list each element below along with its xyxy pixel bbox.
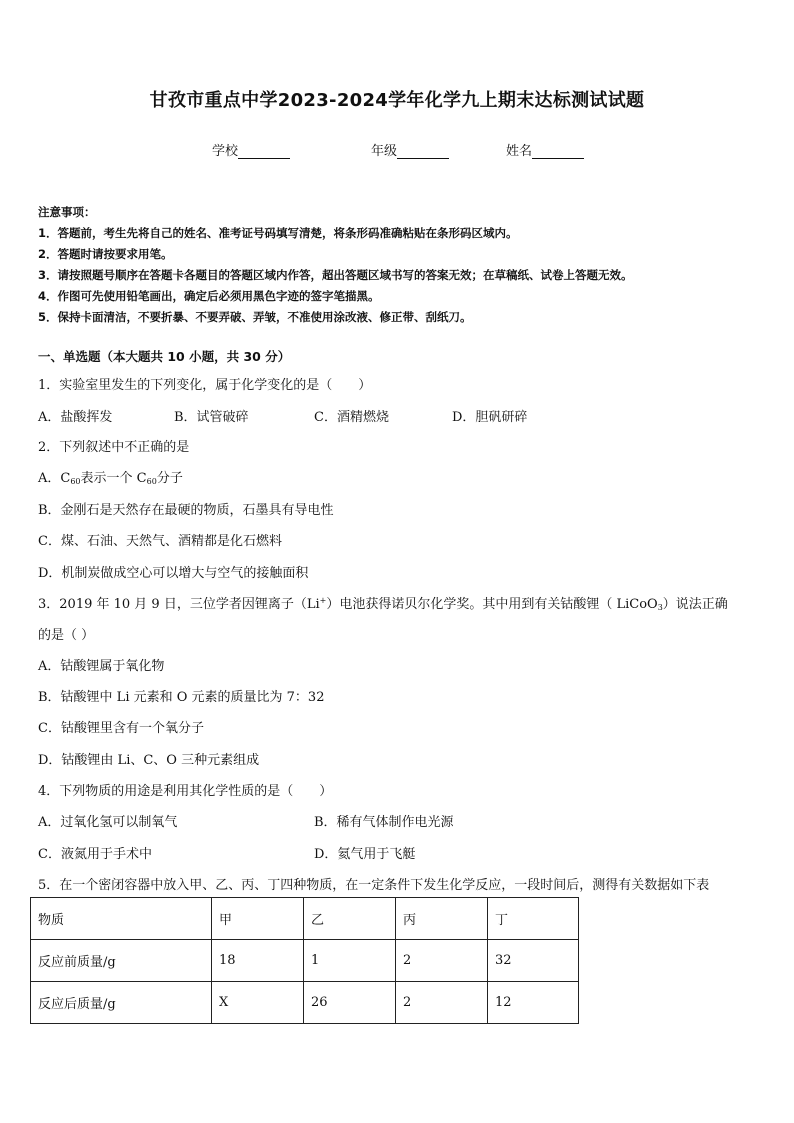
table-cell: X: [212, 982, 304, 1024]
school-label: 学校: [212, 144, 239, 159]
q4-stem: 4．下列物质的用途是利用其化学性质的是（ ）: [38, 784, 333, 799]
page-title: 甘孜市重点中学2023-2024学年化学九上期末达标测试试题: [149, 90, 645, 111]
notes-heading: 注意事项：: [38, 205, 96, 219]
notes-item: 5．保持卡面清洁，不要折暴、不要弄破、弄皱，不准使用涂改液、修正带、刮纸刀。: [38, 310, 472, 324]
section-heading: 一、单选题（本大题共 10 小题，共 30 分）: [38, 349, 291, 364]
q4-option-b: B．稀有气体制作电光源: [314, 815, 454, 830]
q3-stem-text: ）说法正确: [662, 597, 728, 612]
q3-stem-line2: 的是（ ）: [38, 628, 95, 643]
table-cell: 丙: [396, 898, 488, 940]
q3-stem-text: 3．2019 年 10 月 9 日，三位学者因锂离子（Li: [38, 597, 320, 612]
q1-option-d: D．胆矾研碎: [452, 410, 528, 425]
q5-stem: 5．在一个密闭容器中放入甲、乙、丙、丁四种物质，在一定条件下发生化学反应，一段时间后，测得有关数据如下表: [38, 878, 710, 893]
table-cell: 反应后质量/g: [31, 982, 212, 1024]
q1-option-a: A．盐酸挥发: [38, 410, 113, 425]
q2-a-text: A．C: [38, 471, 71, 486]
q3-option-b: B．钴酸锂中 Li 元素和 O 元素的质量比为 7：32: [38, 690, 325, 705]
q1-option-b: B．试管破碎: [174, 410, 249, 425]
q2-a-text: 表示一个 C: [80, 471, 147, 486]
q2-stem: 2．下列叙述中不正确的是: [38, 440, 190, 455]
name-field: [506, 140, 584, 159]
notes-item: 4．作图可先使用铅笔画出，确定后必须用黑色字迹的签字笔描黑。: [38, 289, 380, 303]
notes-block: [38, 202, 633, 328]
q3-option-c: C．钴酸锂里含有一个氧分子: [38, 721, 204, 736]
table-cell: 18: [212, 940, 304, 982]
table-cell: 丁: [488, 898, 579, 940]
q3-subscript: 3: [657, 603, 663, 612]
grade-field: [371, 140, 449, 159]
grade-blank: [397, 144, 449, 159]
notes-item: 2．答题时请按要求用笔。: [38, 247, 173, 261]
table-row: [31, 940, 579, 982]
school-blank: [238, 144, 290, 159]
q2-a-text: 分子: [156, 471, 183, 486]
q4-option-a: A．过氧化氢可以制氧气: [38, 815, 178, 830]
q4-option-c: C．液氮用于手术中: [38, 847, 152, 862]
q3-superscript: +: [319, 596, 327, 605]
table-cell: 2: [396, 982, 488, 1024]
q2-a-subscript: 60: [70, 477, 81, 486]
q3-stem-text: ）电池获得诺贝尔化学奖。其中用到有关钴酸锂（ LiCoO: [326, 597, 658, 612]
school-field: [212, 140, 290, 159]
table-cell: 乙: [304, 898, 396, 940]
q3-stem: [38, 593, 728, 612]
notes-item: 3．请按照题号顺序在答题卡各题目的答题区域内作答，超出答题区域书写的答案无效；在草稿纸、试卷上答题无效。: [38, 268, 633, 282]
table-cell: 1: [304, 940, 396, 982]
table-cell: 32: [488, 940, 579, 982]
table-cell: 甲: [212, 898, 304, 940]
q3-option-a: A．钴酸锂属于氧化物: [38, 659, 165, 674]
table-row: [31, 982, 579, 1024]
name-blank: [532, 144, 584, 159]
table-cell: 12: [488, 982, 579, 1024]
table-cell: 物质: [31, 898, 212, 940]
q2-option-c: C．煤、石油、天然气、酒精都是化石燃料: [38, 534, 282, 549]
name-label: 姓名: [506, 144, 533, 159]
table-cell: 26: [304, 982, 396, 1024]
q4-option-d: D．氦气用于飞艇: [314, 847, 416, 862]
q1-option-c: C．酒精燃烧: [314, 410, 389, 425]
q3-option-d: D．钴酸锂由 Li、C、O 三种元素组成: [38, 753, 260, 768]
table-cell: 反应前质量/g: [31, 940, 212, 982]
notes-item: 1．答题前，考生先将自己的姓名、准考证号码填写清楚，将条形码准确粘贴在条形码区域内。: [38, 226, 518, 240]
grade-label: 年级: [371, 144, 398, 159]
table-cell: 2: [396, 940, 488, 982]
q2-option-b: B．金刚石是天然存在最硬的物质，石墨具有导电性: [38, 503, 334, 518]
q2-option-d: D．机制炭做成空心可以增大与空气的接触面积: [38, 566, 309, 581]
q2-a-subscript: 60: [146, 477, 157, 486]
table-header-row: [31, 898, 579, 940]
q1-stem: 1．实验室里发生的下列变化，属于化学变化的是（ ）: [38, 378, 372, 393]
q5-data-table: [30, 897, 579, 1024]
q2-option-a: [38, 467, 183, 486]
